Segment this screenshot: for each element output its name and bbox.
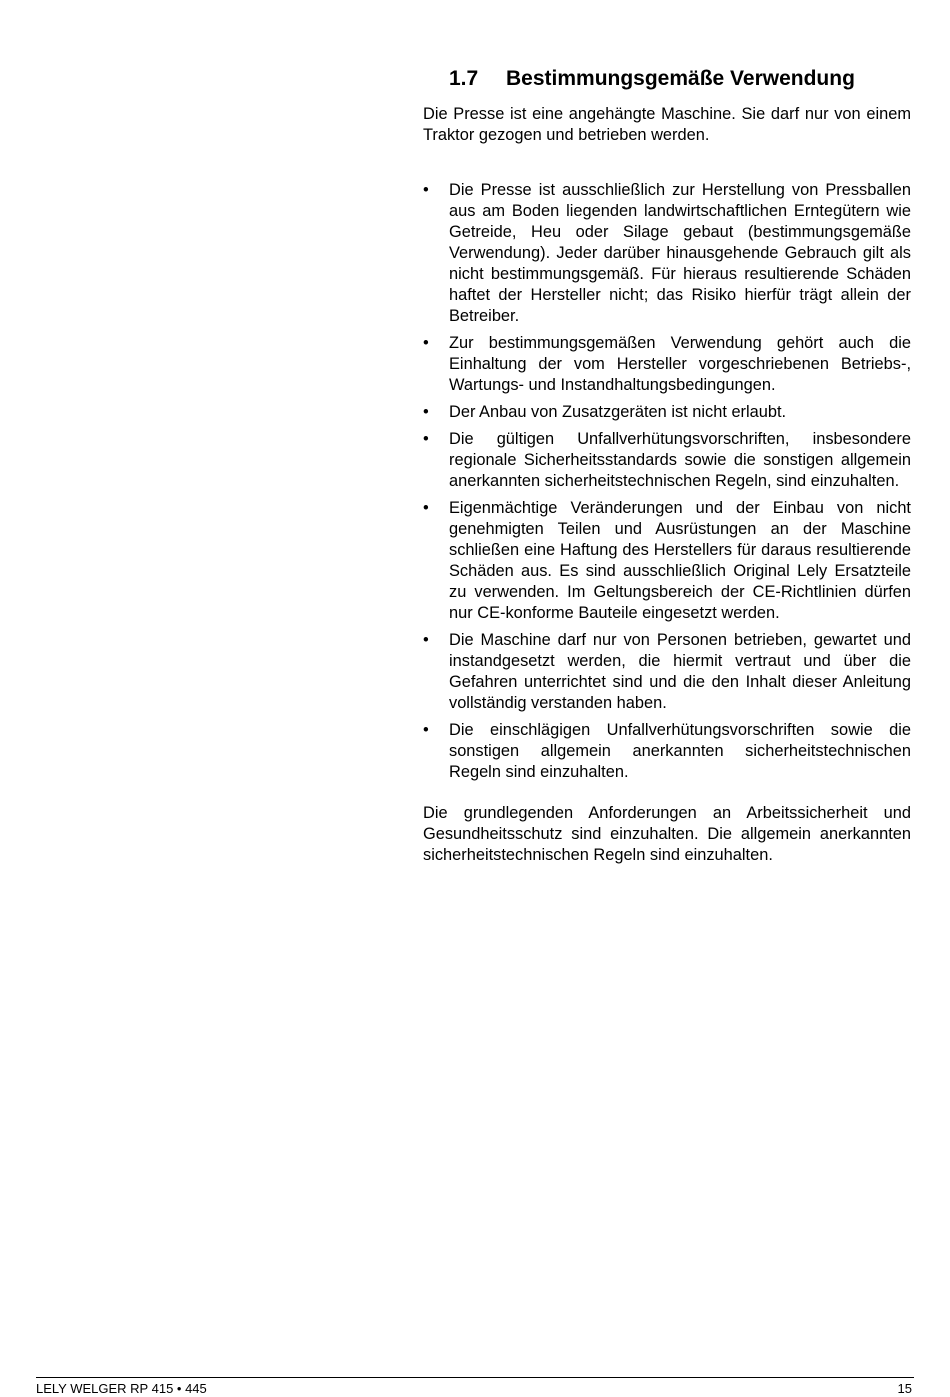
bullet-icon: • (423, 499, 429, 517)
bullet-icon: • (423, 430, 429, 448)
intro-paragraph: Die Presse ist eine angehängte Maschine. Sie darf nur von einem Traktor gezogen und betrieben werden. (423, 105, 911, 144)
list-item-text: Die gültigen Unfallverhütungsvorschriften, insbesondere regionale Sicherheitsstandards sowie die sonstigen allgemein anerkannten sicherheitstechnischen Regeln, sind einzuhalten. (449, 430, 911, 490)
section-number: 1.7 (449, 67, 479, 90)
list-item-text: Eigenmächtige Veränderungen und der Einbau von nicht genehmigten Teilen und Ausrüstungen an der Maschine schließen eine Haftung des Herstellers für daraus resultierende Schäden aus. Es sind ausschließlich Original Lely Ersatzteile zu verwenden. Im Geltungsbereich der CE-Richtlinien dürfen nur CE-konforme Bauteile eingesetzt werden. (449, 499, 911, 622)
list-item-text: Zur bestimmungsgemäßen Verwendung gehört auch die Einhaltung der vom Hersteller vorgeschriebenen Betriebs-, Wartungs- und Instandhaltungsbedingungen. (449, 334, 911, 394)
bullet-list (423, 180, 911, 783)
list-item (423, 630, 911, 714)
bullet-icon: • (423, 721, 429, 739)
list-item (423, 720, 911, 783)
list-item (423, 402, 911, 423)
list-item (423, 333, 911, 396)
footer-divider (36, 1377, 914, 1378)
section-heading (423, 64, 911, 94)
list-item (423, 429, 911, 492)
closing-paragraph: Die grundlegenden Anforderungen an Arbeitssicherheit und Gesundheitsschutz sind einzuhalten. Die allgemein anerkannten sicherheitstechnischen Regeln sind einzuhalten. (423, 804, 911, 864)
bullet-icon: • (423, 334, 429, 352)
bullet-icon: • (423, 181, 429, 199)
bullet-icon: • (423, 631, 429, 649)
bullet-icon: • (423, 403, 429, 421)
main-content (423, 64, 911, 866)
list-item-text: Die einschlägigen Unfallverhütungsvorschriften sowie die sonstigen allgemein anerkannten sicherheitstechnischen Regeln sind einzuhalten. (449, 721, 911, 781)
list-item (423, 498, 911, 624)
page-footer (36, 1381, 912, 1397)
list-item-text: Die Presse ist ausschließlich zur Herstellung von Pressballen aus am Boden liegenden landwirtschaftlichen Erntegütern wie Getreide, Heu oder Silage gebaut (bestimmungsgemäße Verwendung). Jeder darüber hinausgehende Gebrauch gilt als nicht bestimmungsgemäß. Für hieraus resultierende Schäden haftet der Hersteller nicht; das Risiko hierfür trägt allein der Betreiber. (449, 181, 911, 325)
section-title: Bestimmungsgemäße Verwendung (506, 67, 855, 90)
list-item-text: Die Maschine darf nur von Personen betrieben, gewartet und instandgesetzt werden, die hiermit vertraut und über die Gefahren unterrichtet sind und die den Inhalt dieser Anleitung vollständig verstanden haben. (449, 631, 911, 712)
page-number: 15 (897, 1381, 912, 1396)
list-item (423, 180, 911, 327)
footer-product: LELY WELGER RP 415 • 445 (36, 1381, 207, 1396)
list-item-text: Der Anbau von Zusatzgeräten ist nicht erlaubt. (449, 403, 787, 421)
